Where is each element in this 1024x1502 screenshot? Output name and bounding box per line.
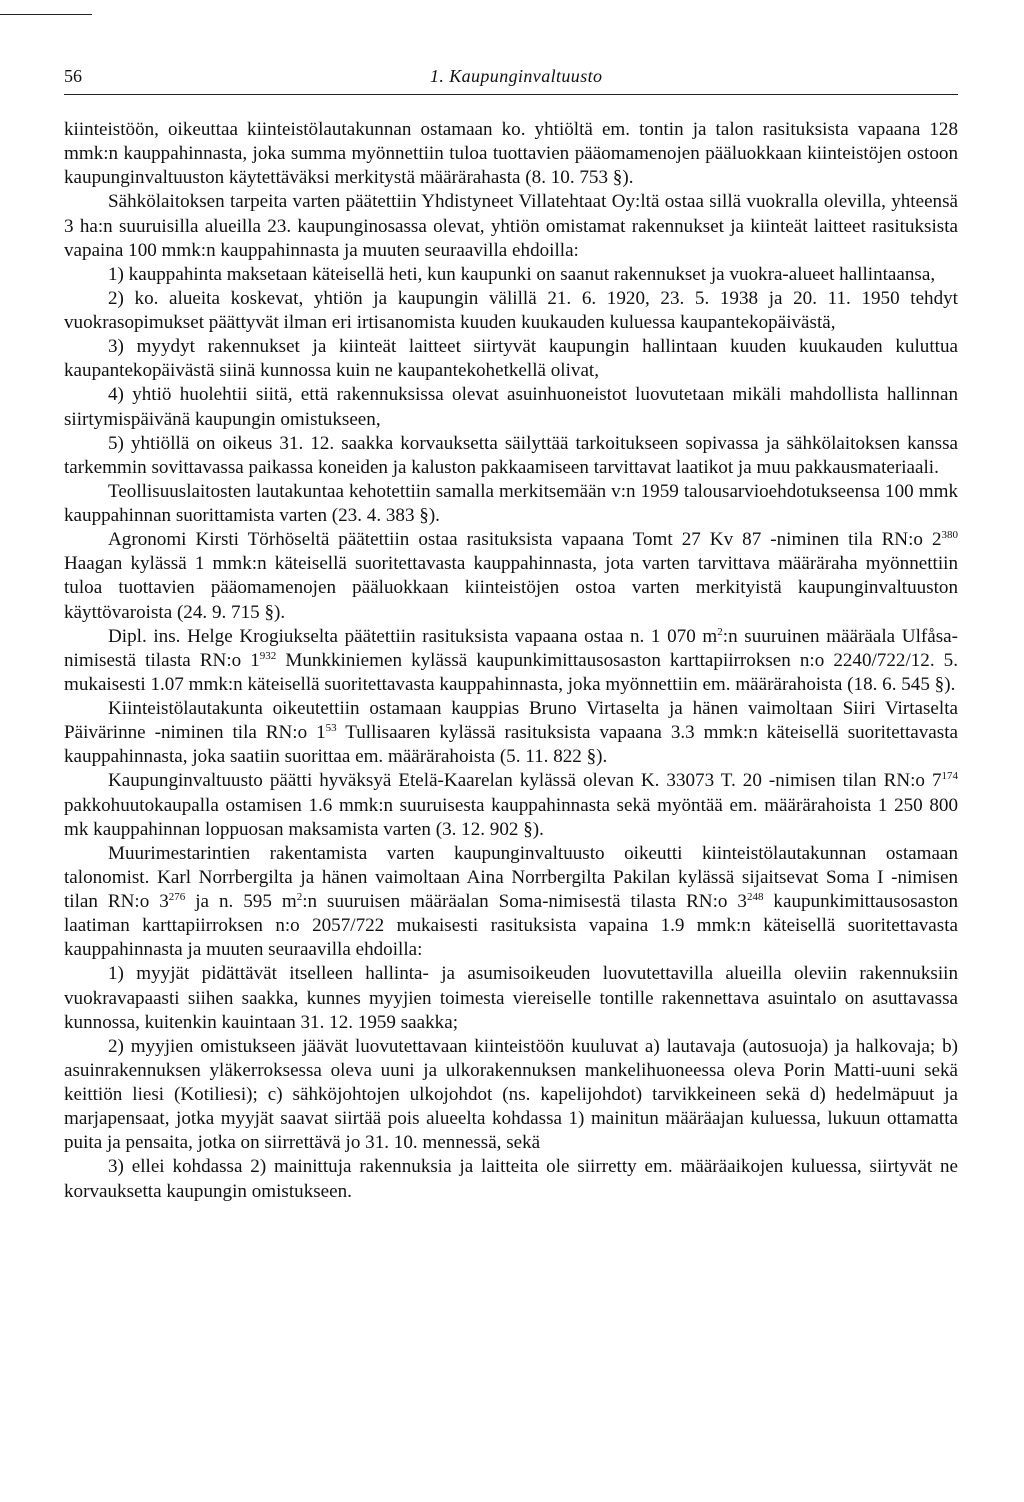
body-paragraph (64, 962, 958, 1034)
paragraph-text: pakkohuutokaupalla ostamisen 1.6 mmk:n suuruisesta kauppahinnasta sekä myöntää em. määrärahoista 1 250 800 mk kauppahinnan loppuosan maksamista varten (3. 12. 902 §). (64, 794, 958, 840)
paragraph-text: Muurimestarintien rakentamista varten kaupunginvaltuusto oikeutti kiinteistölautakunnan ostamaan talonomist. Karl Norrbergilta ja hänen vaimoltaan Aina Norrbergilta Pakilan kylässä sijaitsevat Soma I -nimisen tilan RN:o 3 (64, 842, 958, 912)
superscript-number: 53 (325, 722, 337, 735)
body-paragraph (64, 625, 958, 697)
paragraph-text: Tullisaaren kylässä rasituksista vapaana 3.3 mmk:n käteisellä suoritettavasta kauppahinnasta, joka saatiin suorittaa em. määrärahoista (5. 11. 822 §). (64, 722, 958, 768)
page-header (64, 64, 958, 95)
paragraph-text: :n suuruisen määräalan Soma-nimisestä tilasta RN:o 3 (302, 891, 747, 912)
superscript-number: 276 (168, 891, 186, 903)
paragraph-text: Sähkölaitoksen tarpeita varten päätettiin Yhdistyneet Villatehtaat Oy:ltä ostaa sillä vuokralla olevilla, yhteensä 3 ha:n suuruisilla alueilla 23. kaupunginosassa olevat, yhtiön omistamat rakennukset ja kiinteät laitteet rasituksista vapaina 100 mmk:n kauppahinnasta ja muuten seuraavilla ehdoilla: (64, 191, 958, 261)
paragraph-text: Munkkiniemen kylässä kaupunkimittausosaston karttapiirroksen n:o 2240/722/12. 5. mukaisesti 1.07 mmk:n käteisellä suoritettavasta kauppahinnasta, joka myönnettiin em. määrärahoista (18. 6. 545 §). (64, 649, 958, 695)
body-paragraph (64, 263, 958, 287)
body-paragraph (64, 432, 958, 480)
body-paragraph (64, 528, 958, 625)
paragraph-text: :n suuruinen määräala Ulfåsa-nimisestä tilasta RN:o 1 (64, 625, 958, 671)
running-title: 1. Kaupunginvaltuusto (430, 66, 603, 86)
page-body (64, 118, 958, 1204)
paragraph-text: 3) myydyt rakennukset ja kiinteät laitteet siirtyvät kaupungin hallintaan kuuden kuukauden kuluttua kaupantekopäivästä siinä kunnossa kuin ne kaupantekohetkellä olivat, (64, 336, 958, 382)
paragraph-text: kiinteistöön, oikeuttaa kiinteistölautakunnan ostamaan ko. yhtiöltä em. tontin ja talon rasituksista vapaana 128 mmk:n kauppahinnasta, joka summa myönnettiin tuloa tuottavien pääomamenojen pääluokkaan kiinteistöjen ostoon kaupunginvaltuuston käytettäväksi merkitystä määrärahasta (8. 10. 753 §). (64, 119, 958, 189)
body-paragraph (64, 697, 958, 769)
superscript-number: 174 (941, 770, 958, 783)
body-paragraph (64, 383, 958, 431)
paragraph-text: 4) yhtiö huolehtii siitä, että rakennuksissa olevat asuinhuoneistot luovutetaan mikäli mahdollista hallinnan siirtymispäivänä kaupungin omistukseen, (64, 384, 958, 430)
paragraph-text: 5) yhtiöllä on oikeus 31. 12. saakka korvauksetta säilyttää tarkoitukseen sopivassa ja sähkölaitoksen kanssa tarkemmin sovittavassa paikassa koneiden ja kaluston pakkaamiseen tarvittavat laatikot ja muu pakkausmateriaali. (64, 432, 958, 478)
paragraph-text: Teollisuuslaitosten lautakuntaa kehotettiin samalla merkitsemään v:n 1959 talousarvioehdotukseensa 100 mmk kauppahinnan suorittamista varten (23. 4. 383 §). (64, 480, 958, 526)
superscript-number: 248 (746, 891, 764, 903)
body-paragraph (64, 480, 958, 528)
body-paragraph (64, 287, 958, 335)
paragraph-text: 3) ellei kohdassa 2) mainittuja rakennuksia ja laitteita ole siirretty em. määräaikojen kuluessa, siirtyvät ne korvauksetta kaupungin omistukseen. (64, 1156, 958, 1202)
body-paragraph (64, 842, 958, 963)
superscript-number: 2 (296, 891, 303, 903)
top-edge-rule (0, 14, 92, 15)
paragraph-text: 1) kauppahinta maksetaan käteisellä heti, kun kaupunki on saanut rakennukset ja vuokra-alueet hallintaansa, (108, 263, 936, 285)
superscript-number: 2 (717, 625, 723, 638)
body-paragraph (64, 769, 958, 841)
paragraph-text: Dipl. ins. Helge Krogiukselta päätettiin rasituksista vapaana ostaa n. 1 070 m (108, 625, 718, 647)
paragraph-text: kaupunkimittausosaston laatiman karttapiirroksen n:o 2057/722 mukaisesti rasituksista vapaina 1.9 mmk:n käteisellä suoritettavasta kauppahinnasta ja muuten seuraavilla ehdoilla: (64, 891, 958, 961)
page-number: 56 (64, 66, 82, 86)
paragraph-text: Haagan kylässä 1 mmk:n käteisellä suoritettavasta kauppahinnasta, jota varten tarvittava määräraha myönnettiin tuloa tuottavien pääomamenojen pääluokkaan kiinteistöjen ostoa varten merkityistä kaupunginvaltuuston käyttövaroista (24. 9. 715 §). (64, 553, 958, 623)
body-paragraph (64, 190, 958, 262)
paragraph-text: Kaupunginvaltuusto päätti hyväksyä Etelä-Kaarelan kylässä olevan K. 33073 T. 20 -nimisen tilan RN:o 7 (108, 770, 942, 792)
body-paragraph (64, 335, 958, 383)
paragraph-text: ja n. 595 m (185, 891, 297, 912)
paragraph-text: 2) myyjien omistukseen jäävät luovutettavaan kiinteistöön kuuluvat a) lautavaja (autosuoja) ja halkovaja; b) asuinrakennuksen yläkerroksessa oleva uuni ja ulkorakennuksen mankelihuoneessa oleva Porin Matti-uuni sekä keittiön liesi (Kotiliesi); c) sähköjohtojen ulkojohdot (ns. kapelijohdot) tarvikkeineen sekä d) hedelmäpuut ja marjapensaat, jotka myyjät saavat siirtää pois alueelta kohdassa 1) mainitun määräajan kuluessa, lukuun ottamatta puita ja pensaita, jotka on siirrettävä jo 31. 10. mennessä, sekä (64, 1035, 958, 1154)
paragraph-text: 1) myyjät pidättävät itselleen hallinta- ja asumisoikeuden luovutettavilla alueilla oleviin rakennuksiin vuokravapaasti siihen saakka, kunnes myyjien toimesta viereiselle tontille rakennettava asuintalo on asuttavassa kunnossa, kuitenkin kauintaan 31. 12. 1959 saakka; (64, 963, 958, 1033)
superscript-number: 380 (941, 529, 958, 542)
paragraph-text: Agronomi Kirsti Törhöseltä päätettiin ostaa rasituksista vapaana Tomt 27 Kv 87 -niminen tila RN:o 2 (108, 529, 942, 551)
paragraph-text: 2) ko. alueita koskevat, yhtiön ja kaupungin välillä 21. 6. 1920, 23. 5. 1938 ja 20. 11. 1950 tehdyt vuokrasopimukset päättyvät ilman eri irtisanomista kuuden kuukauden kuluessa kaupantekopäivästä, (64, 287, 958, 333)
body-paragraph (64, 118, 958, 190)
body-paragraph (64, 1035, 958, 1156)
superscript-number: 932 (259, 649, 277, 662)
paragraph-text: Kiinteistölautakunta oikeutettiin ostamaan kauppias Bruno Virtaselta ja hänen vaimoltaan Siiri Virtaselta Päivärinne -niminen tila RN:o 1 (64, 698, 958, 744)
body-paragraph (64, 1155, 958, 1203)
